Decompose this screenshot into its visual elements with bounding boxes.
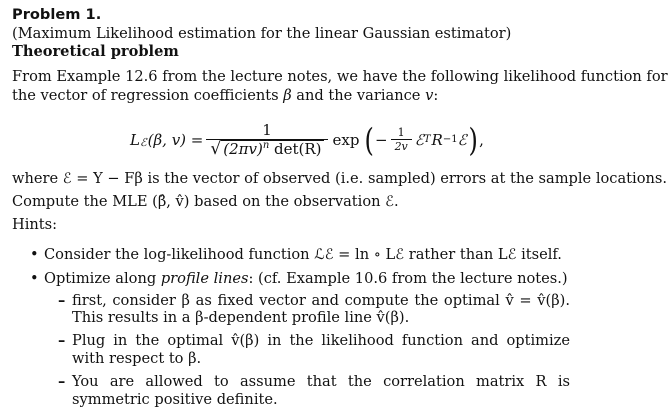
- eq-frac2-num: 1: [397, 125, 405, 139]
- problem-title: Problem 1.: [12, 6, 102, 23]
- eq-radicand-exp: n: [262, 140, 270, 152]
- eq-left-paren: (: [364, 121, 374, 159]
- eq-fraction-1: [206, 122, 327, 158]
- compute-line: Compute the MLE (β̂, v̂) based on the observation ℰ.: [12, 193, 399, 210]
- eq-eps-2: ℰ: [457, 130, 467, 149]
- eq-eps: ℰ: [414, 130, 424, 149]
- subhint-symmetric: [58, 373, 570, 409]
- intro-line-2-end: :: [433, 87, 439, 104]
- eq-radicand: (2πv): [223, 140, 263, 159]
- eq-lhs-sub: ℰ: [139, 136, 147, 150]
- intro-line-2-pre: the vector of regression coefficients: [12, 87, 284, 104]
- subhint-1-text: first, consider β as fixed vector and compute the optimal v̂ = v̂(β). This results in a β-dependent profile line v̂(β).: [72, 291, 570, 327]
- intro-line-2: [12, 87, 566, 105]
- eq-det: det(R): [269, 140, 322, 159]
- hint-2-emphasis: profile lines: [160, 269, 249, 287]
- eq-frac2-den: 2v: [394, 139, 408, 153]
- section-title: Theoretical problem: [12, 43, 179, 60]
- intro-line-1: From Example 12.6 from the lecture notes, we have the following likelihood function for: [12, 68, 668, 85]
- eq-fraction-2: [391, 127, 412, 153]
- eq-R: R: [431, 130, 443, 149]
- hints-list: [30, 246, 570, 414]
- intro-line-2-mid: and the variance: [291, 87, 426, 104]
- eq-frac1-num: 1: [262, 121, 272, 140]
- eq-exp-word: exp: [332, 130, 360, 149]
- likelihood-equation: L $_ℰ$ (β, v) = 1 √ $(2\pi v)^n$ det(R) exp ( − $\frac{1}{2v}$ ℰ T R −1 ℰ ) ,: [130, 121, 484, 159]
- eq-minus: −: [374, 130, 388, 149]
- eq-right-paren: ): [468, 121, 478, 159]
- hint-2-post: : (cf. Example 10.6 from the lecture notes.): [248, 269, 568, 287]
- hints-label: Hints:: [12, 216, 58, 233]
- eq-lhs-args: (β, v) =: [147, 130, 204, 149]
- hint-2-pre: Optimize along: [44, 269, 161, 287]
- eq-lhs-L: L: [130, 130, 140, 149]
- profile-subhints: [58, 292, 570, 409]
- hint-profile-lines: [30, 270, 570, 409]
- eq-sqrt: √ $(2\pi v)^n$ det(R): [210, 138, 322, 159]
- eq-trailing-comma: ,: [479, 130, 484, 149]
- subhint-2-text: Plug in the optimal v̂(β) in the likelihood function and optimize with respect to β.: [72, 332, 570, 367]
- problem-subtitle: (Maximum Likelihood estimation for the linear Gaussian estimator): [12, 25, 512, 42]
- eq-frac1-den: [206, 140, 327, 158]
- subhint-first: [58, 292, 570, 328]
- subhint-plug-in: [58, 332, 570, 368]
- subhint-3-text: You are allowed to assume that the correlation matrix R is symmetric positive definite.: [72, 372, 570, 408]
- where-line: where ℰ = Y − Fβ is the vector of observed (i.e. sampled) errors at the sample locations.: [12, 170, 668, 187]
- beta-symbol: β: [283, 87, 292, 104]
- hint-log-likelihood: [30, 246, 570, 264]
- hint-1-text: Consider the log-likelihood function ℒℰ = ln ∘ Lℰ rather than Lℰ itself.: [44, 246, 562, 263]
- v-symbol: v: [425, 87, 434, 104]
